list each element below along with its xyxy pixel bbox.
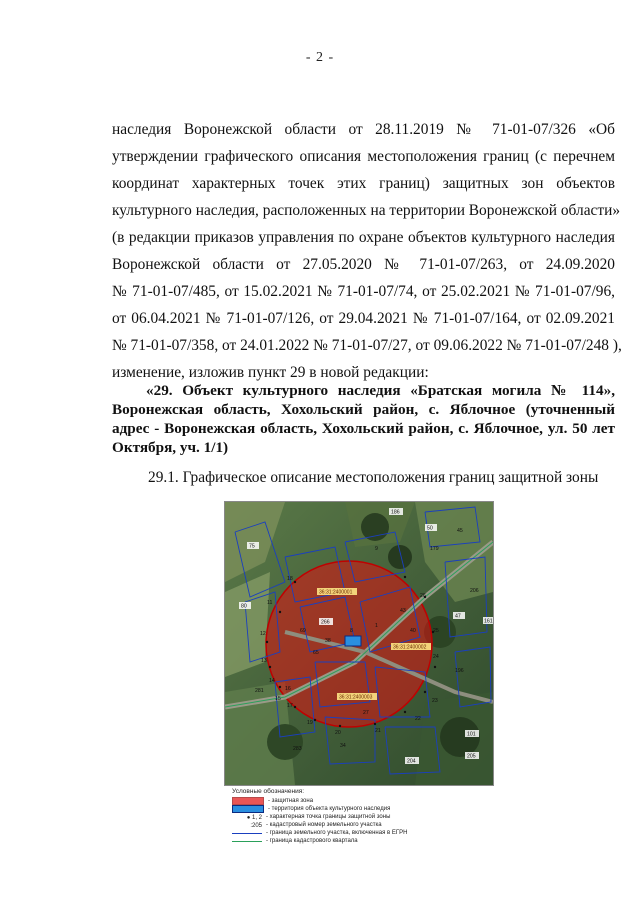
legend-label: - граница кадастрового квартала	[266, 838, 358, 844]
legend-label: - кадастровый номер земельного участка	[266, 822, 382, 828]
parcel-label: 22	[415, 716, 421, 722]
amendment-text: «29. Объект культурного наследия «Братская могила № 114», Воронежская область, Хохольский район, с. Яблочное (уточненный адрес - Воронежская область, Хохольский район, с. Яблочное, ул. 50 лет Октября, уч. 1/1)	[112, 382, 615, 456]
legend-label: - территория объекта культурного наследия	[268, 806, 391, 812]
parcel-label: 34	[340, 743, 346, 749]
parcel-label: 283	[293, 746, 302, 752]
parcel-label: 24	[433, 654, 439, 660]
legend-quarter-line	[232, 841, 262, 842]
tree-cluster	[388, 545, 412, 569]
parcel-label: 16	[285, 686, 291, 692]
parcel-label: 50	[427, 525, 433, 532]
paragraph-line: утверждении графического описания местоположения границ (с перечнем	[112, 148, 615, 165]
parcel-label: 161	[484, 618, 493, 625]
paragraph-line: № 71-01-07/485, от 15.02.2021 № 71-01-07/74, от 25.02.2021 № 71-01-07/96,	[112, 283, 615, 300]
zone-label: 36:31:2400001	[319, 589, 353, 596]
section-subheading: 29.1. Графическое описание местоположения границ защитной зоны	[148, 469, 599, 486]
parcel-label: 15	[275, 696, 281, 702]
parcel-label: 206	[470, 588, 479, 594]
legend-item	[232, 821, 502, 829]
paragraph-body	[112, 120, 622, 390]
parcel-label: 26	[420, 593, 426, 599]
paragraph-line: координат характерных точек этих границ) защитных зон объектов	[112, 175, 615, 192]
parcel-label: 45	[457, 528, 463, 534]
parcel-label: 75	[249, 543, 255, 550]
parcel-label: 196	[455, 668, 464, 674]
paragraph-line: (в редакции приказов управления по охране объектов культурного наследия	[112, 229, 615, 246]
parcel-label: 13	[261, 658, 267, 664]
paragraph-line: культурного наследия, расположенных на территории Воронежской области»	[112, 202, 621, 219]
parcel-label: 14	[269, 678, 275, 684]
legend-item	[232, 805, 502, 813]
parcel-label: 20	[335, 730, 341, 736]
parcel-label: 8	[350, 628, 353, 634]
parcel-label: 11	[267, 600, 273, 606]
parcel-label: 281	[255, 688, 264, 694]
parcel-label: 23	[432, 698, 438, 704]
legend-object-swatch	[232, 805, 264, 813]
parcel-label: 38	[325, 638, 331, 644]
legend-parcel-line	[232, 833, 262, 834]
tree-cluster	[267, 724, 303, 760]
legend-point-marker: ● 1, 2	[246, 815, 262, 821]
parcel-label: 25	[433, 628, 439, 634]
map-legend	[232, 788, 502, 845]
parcel-label: 43	[400, 608, 406, 614]
paragraph-line: изменение, изложив пункт 29 в новой редакции:	[112, 364, 429, 381]
protection-zone-map	[224, 501, 494, 786]
zone-label: 36:31:2400003	[339, 694, 373, 701]
legend-item	[232, 813, 502, 821]
parcel-label: 80	[241, 603, 247, 610]
parcel-label: 40	[410, 628, 416, 634]
legend-label: - защитная зона	[268, 798, 314, 804]
parcel-label: 101	[467, 731, 476, 738]
legend-title: Условные обозначения:	[232, 788, 305, 795]
satellite-map	[225, 502, 493, 785]
legend-zone-swatch	[232, 797, 264, 805]
parcel-label: 65	[313, 650, 319, 656]
parcel-label: 1	[375, 623, 378, 629]
parcel-label: 19	[307, 720, 313, 726]
legend-item	[232, 837, 502, 845]
parcel-label: 47	[455, 613, 461, 620]
zone-label: 36:31:2400002	[393, 644, 427, 651]
parcel-label: 266	[321, 619, 330, 626]
heritage-object-territory	[345, 636, 361, 646]
parcel-label: 17	[287, 703, 293, 709]
legend-item	[232, 797, 502, 805]
parcel-label: 9	[375, 546, 378, 552]
paragraph-line: от 06.04.2021 № 71-01-07/126, от 29.04.2021 № 71-01-07/164, от 02.09.2021	[112, 310, 615, 327]
parcel-label: 186	[391, 509, 400, 516]
parcel-label: 18	[287, 576, 293, 582]
legend-label: - граница земельного участка, включенная в ЕГРН	[266, 830, 408, 836]
paragraph-line: наследия Воронежской области от 28.11.2019 № 71-01-07/326 «Об	[112, 121, 615, 138]
tree-cluster	[361, 513, 389, 541]
parcel-label: 21	[375, 728, 381, 734]
parcel-label: 205	[467, 753, 476, 760]
parcel-label: 179	[430, 546, 439, 552]
parcel-label: 12	[260, 631, 266, 637]
legend-cadastral-marker: :205	[250, 823, 262, 829]
amendment-paragraph	[112, 381, 615, 457]
legend-label: - характерная точка границы защитной зоны	[266, 814, 391, 820]
parcel-label: 27	[363, 710, 369, 716]
parcel-label: 204	[407, 758, 416, 765]
paragraph-line: № 71-01-07/358, от 24.01.2022 № 71-01-07/27, от 09.06.2022 № 71-01-07/248 ),	[112, 337, 622, 354]
paragraph-line: Воронежской области от 27.05.2020 № 71-01-07/263, от 24.09.2020	[112, 256, 615, 273]
parcel-label: 69	[300, 628, 306, 634]
legend-item	[232, 829, 502, 837]
page-number: - 2 -	[305, 50, 335, 65]
